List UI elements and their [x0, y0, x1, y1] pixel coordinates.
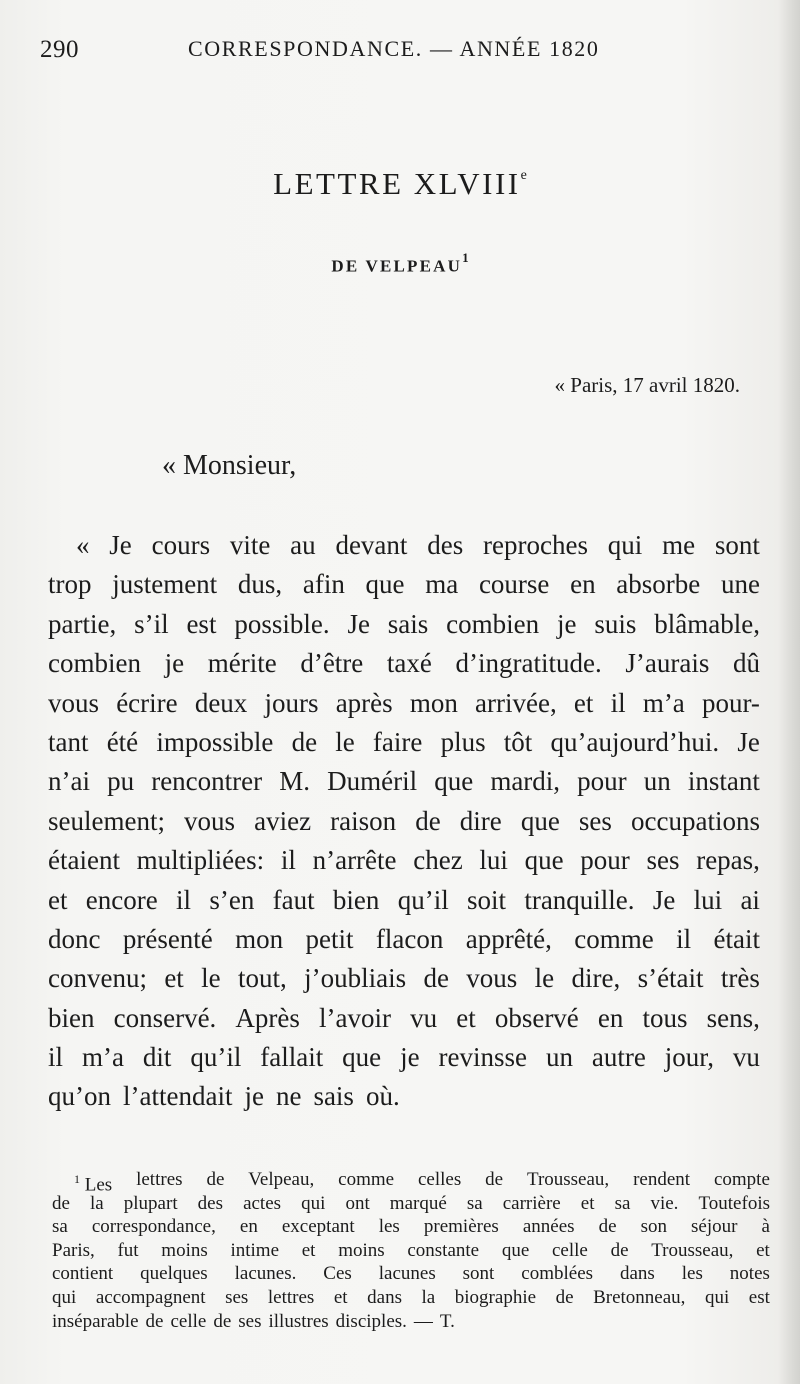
word: faire [372, 726, 423, 757]
word: séjour [691, 1216, 738, 1238]
page-header [40, 30, 760, 70]
word: sont [462, 1263, 495, 1285]
word: instant [687, 766, 760, 797]
word: je [164, 648, 185, 679]
word: qu’on [48, 1081, 111, 1112]
word: impossible [156, 726, 274, 757]
body-line [48, 723, 760, 762]
word: occupations [631, 805, 760, 836]
word: comblées [521, 1263, 594, 1285]
word: plupart [123, 1192, 178, 1214]
word: repas, [696, 845, 760, 876]
word: de [598, 1216, 617, 1238]
word: dire, [571, 963, 621, 994]
footnote-line [52, 1168, 770, 1196]
word: dans [619, 1263, 655, 1285]
word: je [244, 1081, 264, 1112]
footnote-line [52, 1192, 770, 1216]
word: lettres [136, 1169, 183, 1190]
word: quelques [140, 1263, 208, 1285]
page-number: 290 [40, 36, 79, 63]
word: Je [652, 884, 676, 915]
word: une [720, 569, 760, 600]
letter-dateline: « Paris, 17 avril 1820. [554, 373, 740, 397]
word: vous [466, 963, 518, 994]
footnote-line [52, 1286, 770, 1310]
word: l’attendait [123, 1081, 233, 1112]
word: petit [305, 923, 354, 954]
word: qui [301, 1192, 326, 1214]
word: qu’il [190, 1042, 242, 1073]
word: vite [229, 530, 271, 560]
word: pour [580, 845, 630, 876]
word: m’a [81, 1042, 124, 1073]
word: Je [347, 608, 370, 639]
word: Bretonneau, [593, 1286, 686, 1308]
body-line [48, 999, 760, 1038]
word: était [713, 923, 760, 954]
word: et [756, 1239, 770, 1261]
word: Toutefois [698, 1192, 770, 1214]
word: sa [52, 1216, 68, 1238]
word: T. [439, 1310, 455, 1332]
word: rencontrer [151, 766, 263, 797]
word: dus, [237, 569, 283, 600]
word: taxé [386, 648, 432, 679]
word: plus [440, 726, 486, 757]
word: en [570, 569, 596, 600]
word: il [610, 687, 626, 718]
word: reproches [483, 530, 588, 560]
word: et [48, 884, 68, 915]
word: s’il [134, 608, 169, 639]
word: carrière [502, 1192, 561, 1214]
word: ses [238, 1310, 262, 1332]
word: de [291, 726, 318, 757]
word: course [478, 569, 550, 600]
word: présenté [122, 923, 213, 954]
word: cours [151, 530, 211, 560]
word: et [573, 687, 594, 718]
word: Trousseau, [651, 1239, 734, 1261]
word: que [520, 805, 560, 836]
word: chez [413, 845, 463, 876]
word: la [90, 1192, 104, 1214]
word: des [197, 1192, 223, 1214]
word: le [534, 963, 555, 994]
word: possible. [234, 608, 330, 639]
word: de [206, 1169, 225, 1190]
word: tous [642, 1002, 688, 1033]
footnote-reference: 1 [462, 250, 469, 265]
word: bien [332, 884, 380, 915]
body-line [48, 920, 760, 959]
word: un [545, 1042, 573, 1073]
footnote-line [52, 1310, 770, 1334]
word: lui [479, 845, 508, 876]
body-line [48, 1077, 760, 1116]
word: de [485, 1169, 504, 1190]
letter-author [0, 250, 800, 277]
word: marqué [389, 1192, 447, 1214]
word: Je [737, 726, 760, 757]
word: il [676, 923, 692, 954]
word: été [106, 726, 139, 757]
word: celles [417, 1169, 462, 1190]
letter-body [48, 526, 760, 1117]
word: la [421, 1286, 436, 1308]
footnote [52, 1168, 770, 1333]
word: revinsse [438, 1042, 528, 1073]
word: — [413, 1310, 433, 1332]
word: convenu; [48, 963, 147, 994]
word: jour, [664, 1042, 714, 1073]
word: de [415, 805, 441, 836]
word: combien [48, 648, 141, 679]
word: son [640, 1216, 667, 1238]
running-head: CORRESPONDANCE. — ANNÉE 1820 [188, 36, 600, 61]
word: moins [161, 1239, 208, 1261]
word: devant [335, 530, 408, 560]
word: l’avoir [319, 1002, 391, 1033]
word: qui [607, 530, 643, 560]
word: vous [184, 805, 236, 836]
word: n’ai [48, 766, 90, 797]
word: soit [467, 884, 507, 915]
word: et [301, 1239, 316, 1261]
body-line [48, 881, 760, 920]
word: tout, [238, 963, 287, 994]
word: trop [48, 569, 92, 600]
word: de [145, 1310, 164, 1332]
letter-title-text: LETTRE XLVIII [273, 166, 521, 201]
word: bien [48, 1002, 95, 1033]
word: qui [52, 1286, 77, 1308]
word: comme [574, 923, 654, 954]
word: intime [230, 1239, 280, 1261]
word: contient [52, 1263, 114, 1285]
word: étaient [48, 845, 120, 876]
word: à [761, 1216, 770, 1238]
word: le [201, 963, 221, 994]
word: comme [338, 1169, 395, 1190]
footnote-line [52, 1215, 770, 1239]
word: mon [409, 687, 458, 718]
footnote-line [52, 1262, 770, 1286]
word: mardi, [490, 766, 561, 797]
word: dans [367, 1286, 402, 1308]
word: ma [425, 569, 459, 600]
word: est [748, 1286, 770, 1308]
word: correspondance, [91, 1216, 216, 1238]
body-line [48, 684, 760, 723]
word: de [610, 1239, 629, 1261]
body-line [48, 605, 760, 644]
word: conservé. [113, 1002, 217, 1033]
word: tant [48, 726, 89, 757]
word: sais [313, 1081, 354, 1112]
word: multipliées: [136, 845, 265, 876]
body-line [48, 644, 760, 683]
word: Ces [323, 1263, 352, 1285]
word: apprêté, [465, 923, 552, 954]
word: sa [614, 1192, 631, 1214]
word: observé [494, 1002, 579, 1033]
word: lui [693, 884, 723, 915]
word: Paris, [52, 1239, 95, 1261]
word: les [378, 1216, 400, 1238]
word: il [176, 884, 192, 915]
word: est [186, 608, 217, 639]
word: ses [225, 1286, 249, 1308]
body-line [48, 565, 760, 604]
word: sont [714, 530, 760, 560]
word: arrivée, [475, 687, 557, 718]
word: ne [275, 1081, 302, 1112]
word: inséparable [52, 1310, 139, 1332]
word: blâmable, [654, 608, 760, 639]
word: sa [466, 1192, 483, 1214]
word: il [48, 1042, 64, 1073]
word: j’oubliais [304, 963, 407, 994]
body-line [48, 959, 760, 998]
word: jours [264, 687, 319, 718]
body-line [48, 526, 760, 565]
word: années [522, 1216, 575, 1238]
word: de [423, 963, 449, 994]
word: mérite [207, 648, 277, 679]
word: compte [713, 1169, 770, 1190]
word: justement [112, 569, 218, 600]
word: que [365, 569, 405, 600]
word: tôt [503, 726, 533, 757]
word: m’a [642, 687, 685, 718]
word: afin [302, 569, 345, 600]
word: d’être [300, 648, 364, 679]
word: dire [459, 805, 502, 836]
word: ai [740, 884, 760, 915]
word: des [427, 530, 464, 560]
letter-title [0, 166, 800, 202]
word: pour- [701, 687, 760, 718]
word: celle [552, 1239, 588, 1261]
word: vu [410, 1002, 438, 1033]
word: biographie [454, 1286, 537, 1308]
word: et [580, 1192, 595, 1214]
word: flacon [375, 923, 444, 954]
word: J’aurais [625, 648, 710, 679]
word: je [557, 608, 577, 639]
word: je [400, 1042, 420, 1073]
word: ont [345, 1192, 370, 1214]
word: pu [107, 766, 135, 797]
word: dû [732, 648, 760, 679]
word: Velpeau, [248, 1169, 315, 1190]
word: en [597, 1002, 624, 1033]
word: donc [48, 923, 101, 954]
word: vous [48, 687, 100, 718]
word: tranquille. [524, 884, 635, 915]
word: accompagnent [95, 1286, 206, 1308]
word: partie, [48, 608, 117, 639]
letter-author-text: DE VELPEAU [331, 256, 463, 276]
word: me [662, 530, 696, 560]
word: mon [235, 923, 284, 954]
page-edge-shadow [778, 0, 800, 1384]
letter-title-suffix: e [520, 167, 527, 183]
word: constante [407, 1239, 480, 1261]
word: sens, [706, 1002, 760, 1033]
word: de [52, 1192, 70, 1214]
word: encore [85, 884, 158, 915]
word: pour [577, 766, 627, 797]
word: s’était [637, 963, 704, 994]
word: exceptant [281, 1216, 355, 1238]
word: un [643, 766, 671, 797]
word: qui [704, 1286, 730, 1308]
word: qu’aujourd’hui. [550, 726, 720, 757]
word: écrire [116, 687, 178, 718]
word: ses [646, 845, 680, 876]
word: faut [272, 884, 315, 915]
word: après [335, 687, 393, 718]
word: le [335, 726, 355, 757]
word: raison [330, 805, 397, 836]
word: que [501, 1239, 530, 1261]
word: en [239, 1216, 258, 1238]
body-line [48, 841, 760, 880]
word: vie. [650, 1192, 679, 1214]
word: vu [732, 1042, 760, 1073]
word: s’en [209, 884, 255, 915]
word: fut [117, 1239, 139, 1261]
word: notes [729, 1263, 770, 1285]
word: il [280, 845, 296, 876]
body-line [48, 762, 760, 801]
word: que [434, 766, 474, 797]
word: celle [170, 1310, 207, 1332]
word: disciples. [335, 1310, 407, 1332]
word: qu’il [397, 884, 449, 915]
word: Je [109, 530, 132, 560]
word: sais [387, 608, 429, 639]
word: et [164, 963, 184, 994]
body-line [48, 1038, 760, 1077]
word: ses [578, 805, 612, 836]
letter-salutation: « Monsieur, [162, 450, 297, 481]
word: n’arrête [312, 845, 397, 876]
word: actes [243, 1192, 282, 1214]
word: Après [235, 1002, 300, 1033]
word: moins [338, 1239, 385, 1261]
word: « [76, 530, 90, 560]
word: deux [194, 687, 248, 718]
word: au [290, 530, 316, 560]
word: illustres [268, 1310, 329, 1332]
footnote-mark: 1 [74, 1172, 80, 1186]
word: combien [446, 608, 540, 639]
word: d’ingratitude. [455, 648, 602, 679]
word: aviez [254, 805, 312, 836]
word: dit [142, 1042, 172, 1073]
footnote-line [52, 1239, 770, 1263]
word: $^1$ Les [74, 1172, 113, 1196]
word: et [333, 1286, 348, 1308]
word: suis [594, 608, 637, 639]
word: absorbe [616, 569, 701, 600]
word: seulement; [48, 805, 165, 836]
word: que [342, 1042, 382, 1073]
word: de [213, 1310, 232, 1332]
word: autre [591, 1042, 646, 1073]
word: très [720, 963, 760, 994]
word: Trousseau, [527, 1169, 610, 1190]
word: lacunes [378, 1263, 436, 1285]
word: fallait [260, 1042, 324, 1073]
word: premières [423, 1216, 499, 1238]
body-line [48, 802, 760, 841]
word: lettres [267, 1286, 315, 1308]
word: de [555, 1286, 574, 1308]
word: les [681, 1263, 703, 1285]
word: et [456, 1002, 476, 1033]
word: où. [365, 1081, 400, 1112]
word: que [524, 845, 564, 876]
word: lacunes. [234, 1263, 297, 1285]
word: rendent [633, 1169, 691, 1190]
word: M. [279, 766, 311, 797]
word: Duméril [327, 766, 418, 797]
